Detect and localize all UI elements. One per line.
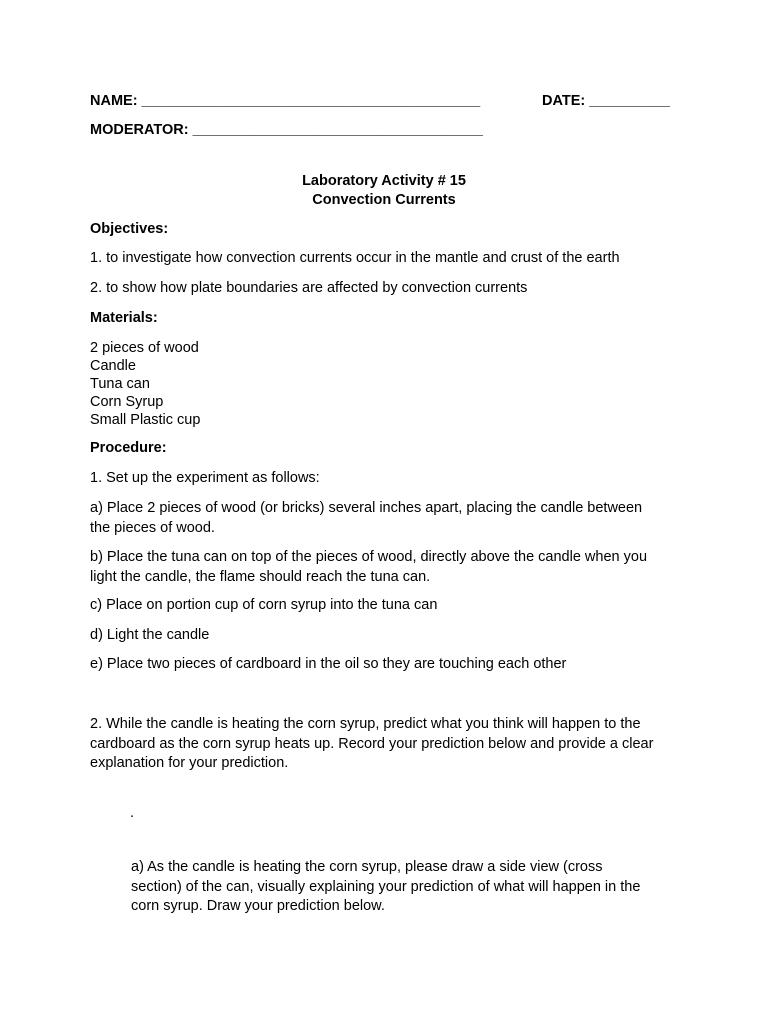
objectives-heading: Objectives: xyxy=(90,221,169,237)
procedure-heading: Procedure: xyxy=(90,440,167,456)
document-title xyxy=(0,172,768,210)
procedure-step-d: d) Light the candle xyxy=(90,627,210,643)
title-line-1: Laboratory Activity # 15 xyxy=(302,173,466,189)
objective-item: 1. to investigate how convection currents occur in the mantle and crust of the earth xyxy=(90,250,620,266)
step-2-line: 2. While the candle is heating the corn syrup, predict what you think will happen to the xyxy=(90,716,641,732)
procedure-step-c: c) Place on portion cup of corn syrup into the tuna can xyxy=(90,597,438,613)
step-2-line: cardboard as the corn syrup heats up. Record your prediction below and provide a clear xyxy=(90,735,654,752)
procedure-step-2a xyxy=(131,858,640,917)
date-field-label: DATE: __________ xyxy=(542,93,670,109)
materials-list xyxy=(90,339,200,429)
stray-dot: . xyxy=(130,805,135,821)
step-2-line: explanation for your prediction. xyxy=(90,755,289,771)
step-b-line: b) Place the tuna can on top of the pieces of wood, directly above the candle when you xyxy=(90,549,648,565)
procedure-step-1: 1. Set up the experiment as follows: xyxy=(90,470,320,486)
procedure-step-2 xyxy=(90,715,653,774)
step-b-line: light the candle, the flame should reach the tuna can. xyxy=(90,568,431,585)
material-item: Small Plastic cup xyxy=(90,412,201,428)
step-2a-line: corn syrup. Draw your prediction below. xyxy=(131,898,385,914)
material-item: 2 pieces of wood xyxy=(90,340,199,356)
step-a-line: a) Place 2 pieces of wood (or bricks) several inches apart, placing the candle between xyxy=(90,500,643,516)
procedure-step-b xyxy=(90,548,647,587)
name-field-label: NAME: __________________________________________ xyxy=(90,93,481,109)
procedure-step-a xyxy=(90,499,642,538)
moderator-field-label: MODERATOR: ____________________________________ xyxy=(90,122,483,138)
step-a-line: the pieces of wood. xyxy=(90,519,215,536)
title-line-2: Convection Currents xyxy=(312,192,456,208)
material-item: Corn Syrup xyxy=(90,394,164,410)
procedure-step-e: e) Place two pieces of cardboard in the oil so they are touching each other xyxy=(90,656,567,672)
step-2a-line: a) As the candle is heating the corn syrup, please draw a side view (cross xyxy=(131,859,603,875)
step-2a-line: section) of the can, visually explaining your prediction of what will happen in the xyxy=(131,878,641,895)
material-item: Candle xyxy=(90,358,136,374)
material-item: Tuna can xyxy=(90,376,150,392)
objective-item: 2. to show how plate boundaries are affected by convection currents xyxy=(90,280,528,296)
materials-heading: Materials: xyxy=(90,310,158,326)
